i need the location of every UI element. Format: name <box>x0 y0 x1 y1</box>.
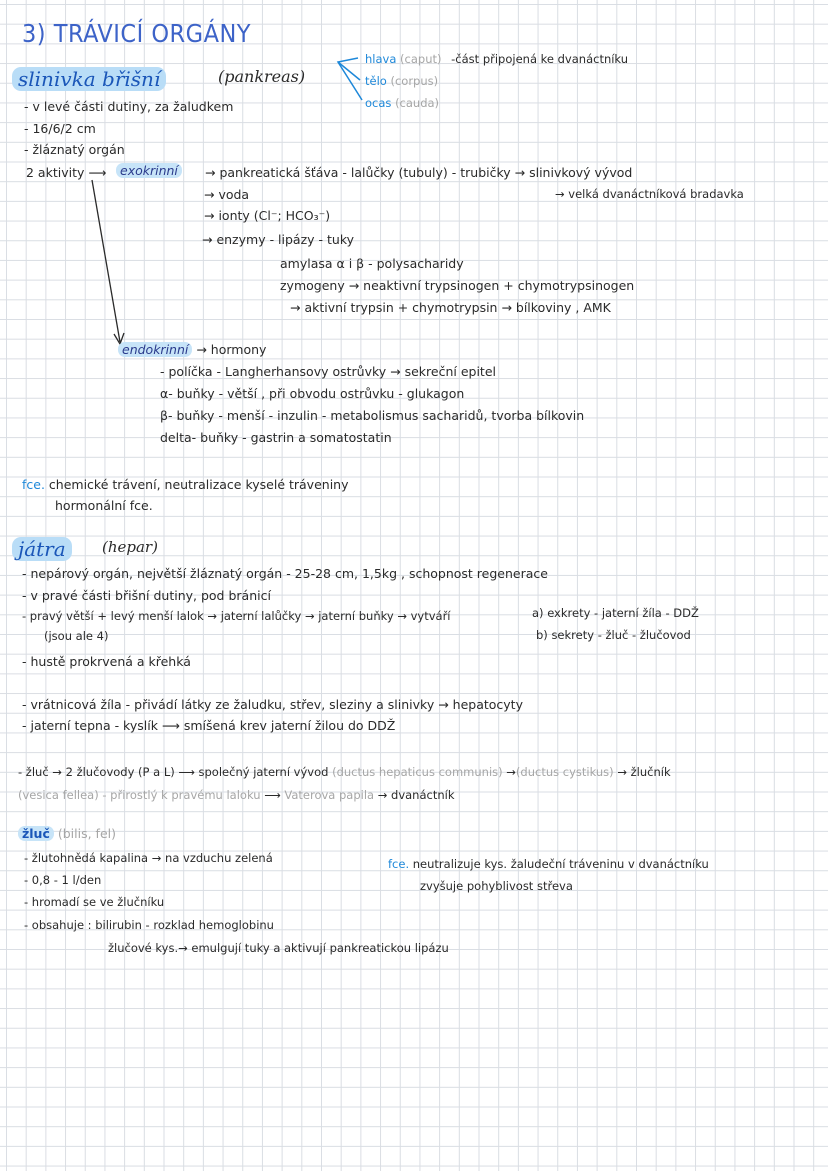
exocrine-voda: → voda <box>204 187 250 202</box>
part-head-latin: (caput) <box>400 52 442 66</box>
bile-fce-label: fce. <box>388 857 410 871</box>
bile-line: - 0,8 - 1 l/den <box>24 873 102 887</box>
pancreas-fce-line2: hormonální fce. <box>55 498 153 513</box>
pancreas-fact: - žláznatý orgán <box>24 142 125 157</box>
part-tail-latin: (cauda) <box>395 96 440 110</box>
liver-heading <box>12 537 72 561</box>
parts-bracket-mid <box>338 62 360 80</box>
exocrine-amylasa: amylasa α i β - polysacharidy <box>280 256 464 271</box>
part-head <box>365 52 628 67</box>
endocrine-line: - políčka - Langherhansovy ostrůvky → sekreční epitel <box>160 364 496 379</box>
bile-path-2b: ⟶ <box>264 788 281 802</box>
exocrine-enzymy: → enzymy - lipázy - tuky <box>202 232 355 247</box>
liver-vessel: - vrátnicová žíla - přivádí látky ze žaludku, střev, sleziny a slinivky → hepatocyty <box>22 697 523 712</box>
liver-line-note: (jsou ale 4) <box>44 629 109 643</box>
bile-path-1c: → <box>506 765 516 779</box>
bile-path-2d: → dvanáctník <box>377 788 455 802</box>
liver-vessel: - jaterní tepna - kyslík ⟶ smíšená krev jaterní žilou do DDŽ <box>22 718 396 733</box>
bile-fce-line2: zvyšuje pohyblivost střeva <box>420 879 573 893</box>
bile-line: - obsahuje : bilirubin - rozklad hemoglobinu <box>24 918 274 932</box>
liver-a-line: a) exkrety - jaterní žíla - DDŽ <box>532 606 699 620</box>
bile-line: - žlutohnědá kapalina → na vzduchu zelená <box>24 851 273 865</box>
pancreas-fce <box>22 477 349 492</box>
endocrine-line: β- buňky - menší - inzulin - metabolismus sacharidů, tvorba bílkovin <box>160 408 585 423</box>
part-head-name: hlava <box>365 52 397 66</box>
activities-label: 2 aktivity ⟶ <box>26 165 107 180</box>
exocrine-aktivni: → aktivní trypsin + chymotrypsin → bílkoviny , AMK <box>290 300 611 315</box>
bile-path-1 <box>18 765 671 780</box>
pancreas-fact: - v levé části dutiny, za žaludkem <box>24 99 234 114</box>
bile-line: - hromadí se ve žlučníku <box>24 895 165 909</box>
pancreas-fce-line1: chemické trávení, neutralizace kyselé tráveniny <box>48 477 349 492</box>
bile-path-1b: (ductus hepaticus communis) <box>332 765 503 779</box>
liver-b-line: b) sekrety - žluč - žlučovod <box>536 628 691 642</box>
activity-arrow-line <box>92 180 120 342</box>
part-tail <box>365 96 439 111</box>
pancreas-fce-label: fce. <box>22 477 45 492</box>
part-body-latin: (corpus) <box>390 74 439 88</box>
part-tail-name: ocas <box>365 96 392 110</box>
exocrine-line1b: → velká dvanáctníková bradavka <box>555 187 744 201</box>
part-body <box>365 74 438 89</box>
endocrine-hormony: → hormony <box>196 342 267 357</box>
bile-path-1a: - žluč → 2 žlučovody (P a L) ⟶ společný jaterní vývod <box>18 765 329 779</box>
liver-line: - v pravé části břišní dutiny, pod bránicí <box>22 588 271 603</box>
endocrine-label-text: endokrinní <box>118 342 192 357</box>
endocrine-label <box>118 342 266 357</box>
bile-heading-text: žluč <box>18 826 54 841</box>
pancreas-heading-text: slinivka břišní <box>12 67 166 91</box>
liver-latin: (hepar) <box>102 538 158 556</box>
bile-fce <box>388 857 709 872</box>
exocrine-zymogeny: zymogeny → neaktivní trypsinogen + chymotrypsinogen <box>280 278 635 293</box>
bile-path-2a: (vesica fellea) - přirostlý k pravému laloku <box>18 788 261 802</box>
liver-line: - nepárový orgán, největší žláznatý orgán - 25-28 cm, 1,5kg , schopnost regenerace <box>22 566 548 581</box>
bile-path-1e: → žlučník <box>617 765 671 779</box>
exocrine-line1: → pankreatická šťáva - lalůčky (tubuly) - trubičky → slinivkový vývod <box>205 165 633 180</box>
endocrine-line: delta- buňky - gastrin a somatostatin <box>160 430 392 445</box>
part-body-name: tělo <box>365 74 387 88</box>
liver-heading-text: játra <box>12 537 72 561</box>
part-head-note: -část připojená ke dvanáctníku <box>451 52 629 66</box>
exocrine-ionty: → ionty (Cl⁻; HCO₃⁻) <box>204 208 331 223</box>
bile-acids: žlučové kys.→ emulgují tuky a aktivují pankreatickou lipázu <box>108 941 449 955</box>
page-title: 3) TRÁVICÍ ORGÁNY <box>22 19 252 48</box>
bile-fce-line1: neutralizuje kys. žaludeční tráveninu v dvanáctníku <box>412 857 709 871</box>
pancreas-latin: (pankreas) <box>218 67 306 86</box>
exocrine-label <box>116 163 182 178</box>
bile-latin: (bilis, fel) <box>57 826 116 841</box>
bile-path-2c: Vaterova papila <box>284 788 375 802</box>
pancreas-fact: - 16/6/2 cm <box>24 121 96 136</box>
bile-path-1d: (ductus cystikus) <box>515 765 614 779</box>
pancreas-heading <box>12 67 166 91</box>
exocrine-label-text: exokrinní <box>116 163 182 178</box>
activities-text: 2 aktivity <box>26 165 85 180</box>
endocrine-line: α- buňky - větší , při obvodu ostrůvku - glukagon <box>160 386 465 401</box>
liver-line: - pravý větší + levý menší lalok → jaterní lalůčky → jaterní buňky → vytváří <box>22 609 451 623</box>
liver-line: - hustě prokrvená a křehká <box>22 654 191 669</box>
bile-heading <box>18 826 116 841</box>
bile-path-2 <box>18 788 455 803</box>
